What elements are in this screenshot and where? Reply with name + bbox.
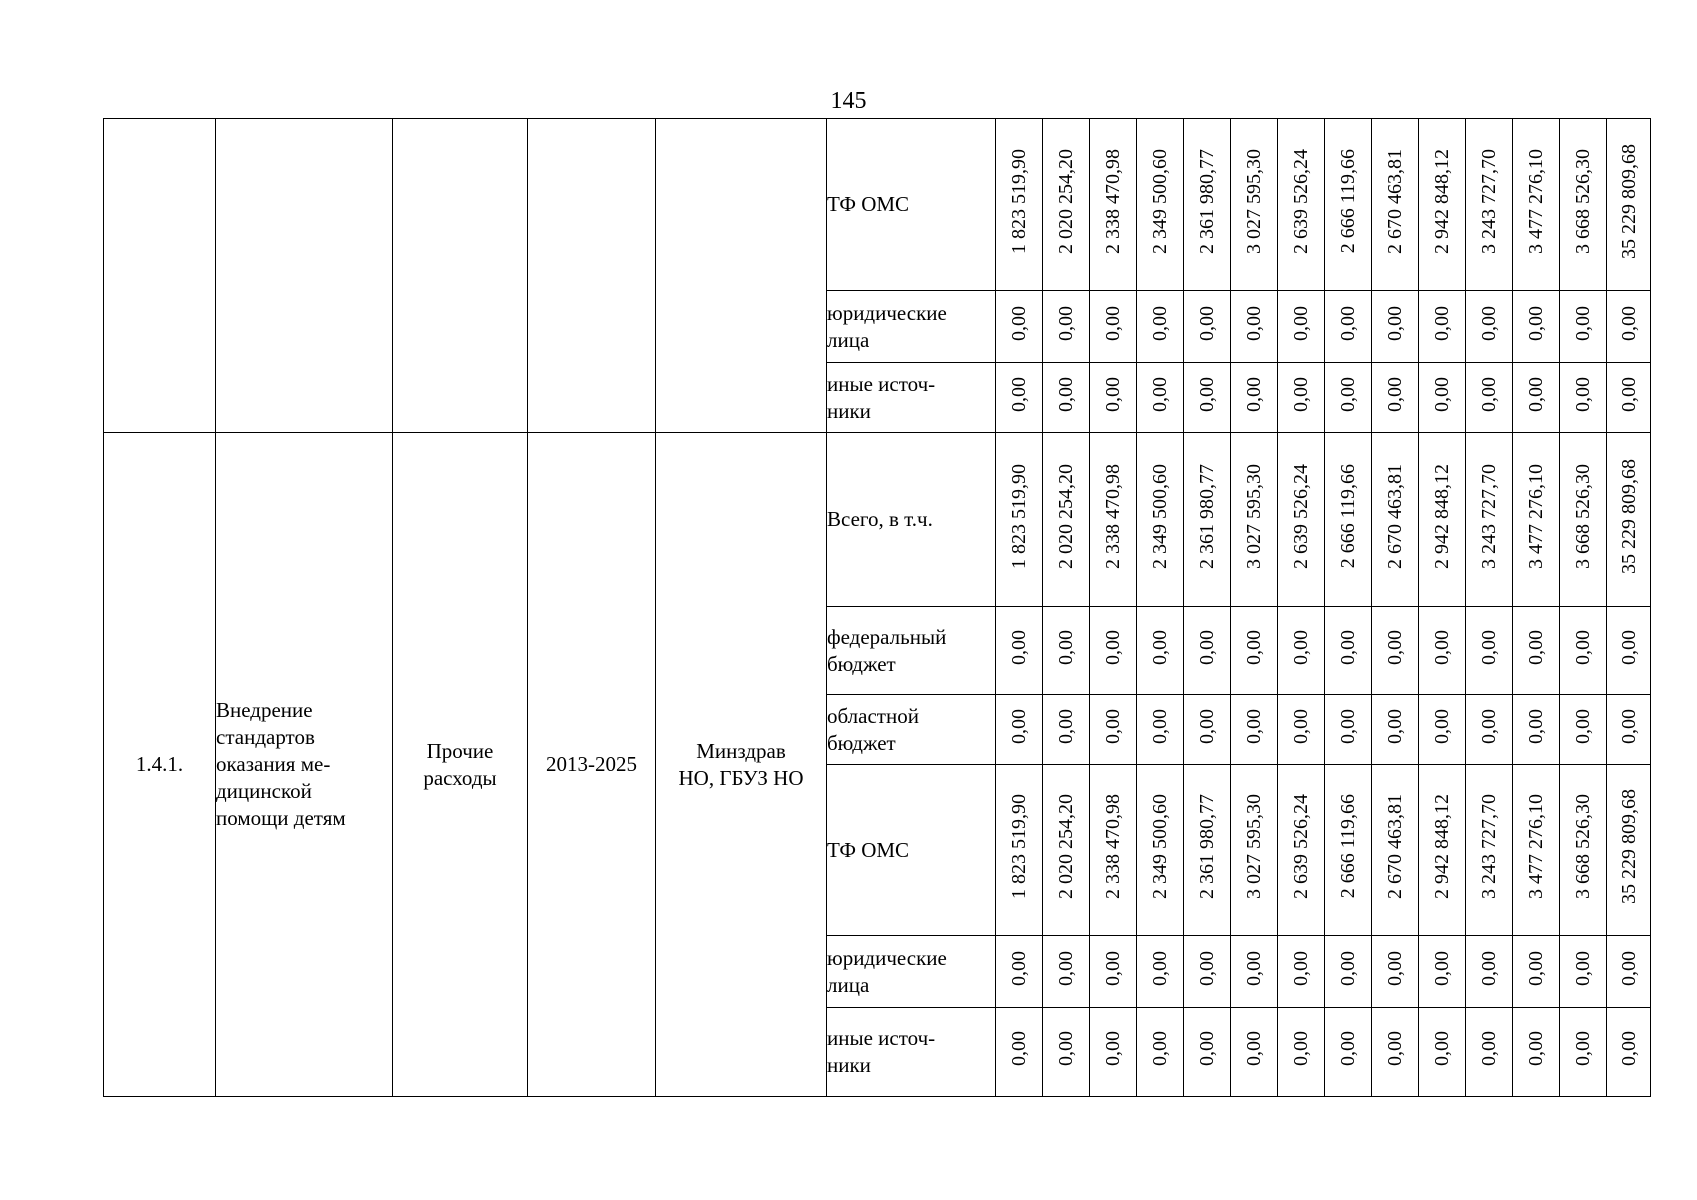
value-text: 0,00 xyxy=(1572,305,1594,341)
source-cell: Всего, в т.ч. xyxy=(827,433,996,607)
value-text: 2 670 463,81 xyxy=(1384,148,1406,254)
source-cell-line: юридические xyxy=(827,300,947,325)
value-cell xyxy=(1231,1008,1278,1097)
value-cell xyxy=(1560,607,1607,695)
value-cell xyxy=(1278,363,1325,433)
value-cell xyxy=(1325,765,1372,936)
value-cell xyxy=(1466,765,1513,936)
source-cell-line: иные источ- xyxy=(827,1026,936,1050)
value-text: 3 477 276,10 xyxy=(1525,794,1547,899)
value-text: 0,00 xyxy=(1149,950,1171,986)
value-text: 0,00 xyxy=(1055,629,1077,665)
value-cell xyxy=(1372,433,1419,607)
value-text: 0,00 xyxy=(1384,305,1406,341)
value-cell xyxy=(1607,936,1651,1008)
table-row xyxy=(104,119,1651,291)
value-cell xyxy=(1419,291,1466,363)
value-text: 0,00 xyxy=(1337,950,1359,986)
value-cell xyxy=(1043,291,1090,363)
value-text: 2 942 848,12 xyxy=(1431,148,1453,254)
value-cell xyxy=(1184,433,1231,607)
value-cell xyxy=(1325,936,1372,1008)
value-text: 0,00 xyxy=(1431,950,1453,986)
value-text: 0,00 xyxy=(1290,629,1312,665)
item-executor xyxy=(656,433,827,1097)
value-text: 2 349 500,60 xyxy=(1149,794,1171,899)
value-cell xyxy=(996,1008,1043,1097)
value-cell xyxy=(1090,433,1137,607)
value-text: 0,00 xyxy=(1337,629,1359,665)
value-text: 0,00 xyxy=(1431,629,1453,665)
value-text: 0,00 xyxy=(1572,950,1594,986)
value-cell xyxy=(1372,291,1419,363)
item-expense-type-line: Прочие xyxy=(426,738,494,763)
value-text: 0,00 xyxy=(1102,629,1124,665)
value-text: 2 666 119,66 xyxy=(1337,148,1359,254)
value-text: 0,00 xyxy=(1525,376,1547,412)
value-text: 0,00 xyxy=(1196,305,1218,341)
value-cell xyxy=(1278,1008,1325,1097)
value-cell xyxy=(1043,433,1090,607)
value-cell xyxy=(1466,607,1513,695)
value-text: 0,00 xyxy=(1008,1031,1030,1066)
item-name-line: помощи детям xyxy=(216,806,346,830)
value-text: 2 639 526,24 xyxy=(1290,148,1312,254)
item-name-line: Внедрение xyxy=(216,698,313,722)
value-cell xyxy=(1043,363,1090,433)
value-cell xyxy=(1137,119,1184,291)
value-cell xyxy=(1090,765,1137,936)
value-cell xyxy=(1466,936,1513,1008)
value-text: 0,00 xyxy=(1102,708,1124,744)
value-text: 0,00 xyxy=(1384,950,1406,986)
value-text: 0,00 xyxy=(1431,376,1453,412)
value-text: 2 942 848,12 xyxy=(1431,463,1453,569)
value-cell xyxy=(1184,291,1231,363)
value-cell xyxy=(1466,1008,1513,1097)
value-cell xyxy=(996,433,1043,607)
value-cell xyxy=(1466,363,1513,433)
value-cell xyxy=(1090,363,1137,433)
source-cell-line: иные источ- xyxy=(827,371,936,396)
value-cell xyxy=(1419,607,1466,695)
value-text: 0,00 xyxy=(1196,708,1218,744)
value-text: 0,00 xyxy=(1008,950,1030,986)
value-cell xyxy=(1372,765,1419,936)
value-text: 2 020 254,20 xyxy=(1055,794,1077,899)
value-cell xyxy=(1607,119,1651,291)
value-text: 0,00 xyxy=(1102,376,1124,412)
value-text: 0,00 xyxy=(1149,629,1171,665)
value-cell xyxy=(1184,765,1231,936)
value-cell xyxy=(1325,291,1372,363)
value-cell xyxy=(1513,363,1560,433)
item-period: 2013-2025 xyxy=(528,433,656,1097)
item-executor-line: НО, ГБУЗ НО xyxy=(678,765,804,790)
value-text: 2 338 470,98 xyxy=(1102,463,1124,569)
empty-cell xyxy=(528,119,656,433)
source-cell xyxy=(827,936,996,1008)
value-text: 0,00 xyxy=(1478,376,1500,412)
item-name-line: дицинской xyxy=(216,779,312,803)
value-text: 3 668 526,30 xyxy=(1572,794,1594,899)
value-cell xyxy=(1325,119,1372,291)
value-cell xyxy=(1560,695,1607,765)
value-cell xyxy=(1137,695,1184,765)
value-cell xyxy=(1137,363,1184,433)
empty-cell xyxy=(393,119,528,433)
value-cell xyxy=(1607,433,1651,607)
item-name-line: стандартов xyxy=(216,725,315,749)
value-text: 0,00 xyxy=(1384,376,1406,412)
value-text: 3 668 526,30 xyxy=(1572,148,1594,254)
value-text: 0,00 xyxy=(1055,376,1077,412)
value-cell xyxy=(1513,119,1560,291)
value-text: 3 027 595,30 xyxy=(1243,794,1265,899)
value-cell xyxy=(1184,119,1231,291)
value-text: 35 229 809,68 xyxy=(1617,143,1640,259)
value-text: 3 243 727,70 xyxy=(1478,794,1500,899)
value-cell xyxy=(1043,695,1090,765)
item-expense-type-line: расходы xyxy=(423,765,497,790)
value-cell xyxy=(1137,1008,1184,1097)
value-text: 2 666 119,66 xyxy=(1337,794,1359,899)
value-cell xyxy=(1090,291,1137,363)
value-cell xyxy=(1607,291,1651,363)
value-text: 0,00 xyxy=(1337,376,1359,412)
value-cell xyxy=(996,936,1043,1008)
empty-cell xyxy=(216,119,393,433)
value-text: 0,00 xyxy=(1055,708,1077,744)
value-text: 0,00 xyxy=(1243,1031,1265,1066)
value-text: 0,00 xyxy=(1055,1031,1077,1066)
value-text: 0,00 xyxy=(1102,305,1124,341)
value-cell xyxy=(1325,1008,1372,1097)
value-text: 2 338 470,98 xyxy=(1102,794,1124,899)
value-cell xyxy=(1137,936,1184,1008)
value-cell xyxy=(1231,433,1278,607)
value-cell xyxy=(1278,936,1325,1008)
value-text: 0,00 xyxy=(1384,629,1406,665)
value-text: 0,00 xyxy=(1196,950,1218,986)
item-name xyxy=(216,433,393,1097)
value-text: 0,00 xyxy=(1290,708,1312,744)
value-text: 3 243 727,70 xyxy=(1478,148,1500,254)
value-cell xyxy=(1466,119,1513,291)
value-cell xyxy=(1560,363,1607,433)
item-number: 1.4.1. xyxy=(104,433,216,1097)
value-cell xyxy=(1372,363,1419,433)
value-text: 0,00 xyxy=(1055,950,1077,986)
value-text: 2 020 254,20 xyxy=(1055,148,1077,254)
value-cell xyxy=(1607,1008,1651,1097)
value-cell xyxy=(1090,695,1137,765)
value-cell xyxy=(1184,607,1231,695)
source-cell xyxy=(827,695,996,765)
value-cell xyxy=(1513,607,1560,695)
value-cell xyxy=(1372,119,1419,291)
value-cell xyxy=(1231,607,1278,695)
value-text: 2 639 526,24 xyxy=(1290,463,1312,569)
value-text: 0,00 xyxy=(1055,305,1077,341)
value-text: 0,00 xyxy=(1290,1031,1312,1066)
value-text: 3 668 526,30 xyxy=(1572,463,1594,569)
value-text: 2 361 980,77 xyxy=(1196,148,1218,254)
value-text: 0,00 xyxy=(1149,708,1171,744)
value-text: 2 361 980,77 xyxy=(1196,463,1218,569)
value-text: 0,00 xyxy=(1478,629,1500,665)
value-text: 0,00 xyxy=(1572,376,1594,412)
value-cell xyxy=(1278,119,1325,291)
value-cell xyxy=(1419,433,1466,607)
value-cell xyxy=(1372,1008,1419,1097)
value-cell xyxy=(1325,607,1372,695)
source-cell xyxy=(827,607,996,695)
value-text: 2 349 500,60 xyxy=(1149,463,1171,569)
value-text: 3 027 595,30 xyxy=(1243,148,1265,254)
value-cell xyxy=(1560,1008,1607,1097)
value-text: 1 823 519,90 xyxy=(1008,463,1030,569)
value-cell xyxy=(996,291,1043,363)
value-text: 0,00 xyxy=(1617,1031,1640,1066)
value-text: 0,00 xyxy=(1431,708,1453,744)
value-cell xyxy=(1560,433,1607,607)
value-text: 0,00 xyxy=(1478,1031,1500,1066)
source-cell-line: федеральный xyxy=(827,624,947,649)
value-text: 0,00 xyxy=(1290,305,1312,341)
value-text: 0,00 xyxy=(1478,950,1500,986)
value-cell xyxy=(1466,433,1513,607)
value-cell xyxy=(1043,936,1090,1008)
value-cell xyxy=(1466,695,1513,765)
value-cell xyxy=(1325,433,1372,607)
value-text: 0,00 xyxy=(1243,708,1265,744)
value-cell xyxy=(1231,765,1278,936)
value-cell xyxy=(1184,936,1231,1008)
value-text: 0,00 xyxy=(1196,1031,1218,1066)
value-text: 2 670 463,81 xyxy=(1384,794,1406,899)
value-cell xyxy=(996,695,1043,765)
value-cell xyxy=(1419,695,1466,765)
value-text: 0,00 xyxy=(1243,305,1265,341)
value-cell xyxy=(1231,119,1278,291)
value-text: 35 229 809,68 xyxy=(1617,789,1640,904)
value-cell xyxy=(1513,291,1560,363)
value-text: 3 477 276,10 xyxy=(1525,148,1547,254)
value-cell xyxy=(996,607,1043,695)
value-cell xyxy=(1137,607,1184,695)
value-text: 0,00 xyxy=(1525,629,1547,665)
value-text: 0,00 xyxy=(1196,376,1218,412)
value-text: 0,00 xyxy=(1102,1031,1124,1066)
empty-cell xyxy=(104,119,216,433)
value-cell xyxy=(1513,695,1560,765)
value-text: 0,00 xyxy=(1478,708,1500,744)
value-cell xyxy=(1419,936,1466,1008)
value-text: 3 027 595,30 xyxy=(1243,463,1265,569)
source-cell-line: бюджет xyxy=(827,651,896,676)
value-cell xyxy=(1184,695,1231,765)
value-cell xyxy=(1513,1008,1560,1097)
value-cell xyxy=(1137,765,1184,936)
value-cell xyxy=(1466,291,1513,363)
value-text: 0,00 xyxy=(1290,950,1312,986)
value-text: 0,00 xyxy=(1572,629,1594,665)
value-text: 0,00 xyxy=(1478,305,1500,341)
value-cell xyxy=(1560,119,1607,291)
value-cell xyxy=(1372,695,1419,765)
value-text: 0,00 xyxy=(1337,708,1359,744)
value-cell xyxy=(996,363,1043,433)
value-cell xyxy=(1278,765,1325,936)
item-executor-line: Минздрав xyxy=(696,738,786,763)
value-text: 0,00 xyxy=(1572,708,1594,744)
value-cell xyxy=(1325,363,1372,433)
value-cell xyxy=(1372,607,1419,695)
item-name-line: оказания ме- xyxy=(216,752,331,776)
value-text: 2 338 470,98 xyxy=(1102,148,1124,254)
value-cell xyxy=(1419,1008,1466,1097)
value-text: 2 020 254,20 xyxy=(1055,463,1077,569)
value-text: 0,00 xyxy=(1243,629,1265,665)
value-text: 0,00 xyxy=(1149,376,1171,412)
value-text: 2 670 463,81 xyxy=(1384,463,1406,569)
value-cell xyxy=(1419,119,1466,291)
value-text: 0,00 xyxy=(1243,376,1265,412)
value-cell xyxy=(1372,936,1419,1008)
value-cell xyxy=(1278,291,1325,363)
source-cell-line: бюджет xyxy=(827,730,896,755)
value-cell xyxy=(1278,433,1325,607)
source-cell xyxy=(827,363,996,433)
value-cell xyxy=(1513,765,1560,936)
value-text: 0,00 xyxy=(1525,708,1547,744)
table-row xyxy=(104,433,1651,607)
value-text: 2 666 119,66 xyxy=(1337,463,1359,569)
item-expense-type xyxy=(393,433,528,1097)
value-text: 35 229 809,68 xyxy=(1617,458,1640,574)
value-text: 0,00 xyxy=(1008,708,1030,744)
value-cell xyxy=(1419,765,1466,936)
value-cell xyxy=(1043,119,1090,291)
value-cell xyxy=(1137,291,1184,363)
value-text: 0,00 xyxy=(1149,1031,1171,1066)
value-text: 0,00 xyxy=(1008,376,1030,412)
source-cell-line: ники xyxy=(827,398,871,423)
value-text: 2 361 980,77 xyxy=(1196,794,1218,899)
value-text: 0,00 xyxy=(1196,629,1218,665)
value-cell xyxy=(1560,291,1607,363)
value-cell xyxy=(1325,695,1372,765)
value-cell xyxy=(1560,936,1607,1008)
value-text: 1 823 519,90 xyxy=(1008,794,1030,899)
value-text: 0,00 xyxy=(1149,305,1171,341)
value-text: 0,00 xyxy=(1384,708,1406,744)
value-cell xyxy=(1560,765,1607,936)
source-cell: ТФ ОМС xyxy=(827,765,996,936)
value-text: 0,00 xyxy=(1525,305,1547,341)
value-cell xyxy=(1090,119,1137,291)
value-text: 0,00 xyxy=(1102,950,1124,986)
value-text: 0,00 xyxy=(1617,376,1640,412)
value-text: 2 639 526,24 xyxy=(1290,794,1312,899)
page-number: 145 xyxy=(830,88,867,114)
value-text: 0,00 xyxy=(1431,1031,1453,1066)
source-cell: ТФ ОМС xyxy=(827,119,996,291)
value-cell xyxy=(1043,607,1090,695)
source-cell-line: лица xyxy=(827,327,870,352)
value-cell xyxy=(1231,363,1278,433)
source-cell xyxy=(827,1008,996,1097)
value-text: 0,00 xyxy=(1431,305,1453,341)
value-cell xyxy=(1607,695,1651,765)
value-cell xyxy=(1231,936,1278,1008)
value-cell xyxy=(1137,433,1184,607)
value-cell xyxy=(1090,607,1137,695)
value-text: 0,00 xyxy=(1008,305,1030,341)
value-text: 2 349 500,60 xyxy=(1149,148,1171,254)
value-cell xyxy=(1231,291,1278,363)
value-cell xyxy=(1607,765,1651,936)
value-cell xyxy=(1419,363,1466,433)
financing-table xyxy=(103,118,1651,1097)
value-text: 0,00 xyxy=(1572,1031,1594,1066)
value-text: 1 823 519,90 xyxy=(1008,148,1030,254)
value-text: 0,00 xyxy=(1290,376,1312,412)
value-text: 0,00 xyxy=(1617,708,1640,744)
value-cell xyxy=(1607,363,1651,433)
value-cell xyxy=(1184,363,1231,433)
value-cell xyxy=(996,765,1043,936)
value-cell xyxy=(1607,607,1651,695)
value-text: 0,00 xyxy=(1525,950,1547,986)
value-cell xyxy=(1231,695,1278,765)
source-cell-line: юридические xyxy=(827,945,947,970)
value-text: 0,00 xyxy=(1617,950,1640,986)
value-cell xyxy=(1184,1008,1231,1097)
value-text: 0,00 xyxy=(1243,950,1265,986)
value-text: 2 942 848,12 xyxy=(1431,794,1453,899)
value-cell xyxy=(1513,433,1560,607)
value-text: 3 243 727,70 xyxy=(1478,463,1500,569)
source-cell xyxy=(827,291,996,363)
value-cell xyxy=(1278,607,1325,695)
value-text: 0,00 xyxy=(1337,1031,1359,1066)
value-text: 0,00 xyxy=(1008,629,1030,665)
value-text: 0,00 xyxy=(1617,305,1640,341)
empty-cell xyxy=(656,119,827,433)
value-text: 0,00 xyxy=(1617,629,1640,665)
value-cell xyxy=(1090,1008,1137,1097)
source-cell-line: лица xyxy=(827,972,870,997)
value-cell xyxy=(1043,1008,1090,1097)
source-cell-line: областной xyxy=(827,703,919,728)
source-cell-line: ники xyxy=(827,1053,871,1077)
value-text: 0,00 xyxy=(1337,305,1359,341)
value-text: 3 477 276,10 xyxy=(1525,463,1547,569)
value-cell xyxy=(1513,936,1560,1008)
value-cell xyxy=(1090,936,1137,1008)
value-cell xyxy=(1278,695,1325,765)
value-text: 0,00 xyxy=(1525,1031,1547,1066)
value-cell xyxy=(996,119,1043,291)
value-cell xyxy=(1043,765,1090,936)
value-text: 0,00 xyxy=(1384,1031,1406,1066)
